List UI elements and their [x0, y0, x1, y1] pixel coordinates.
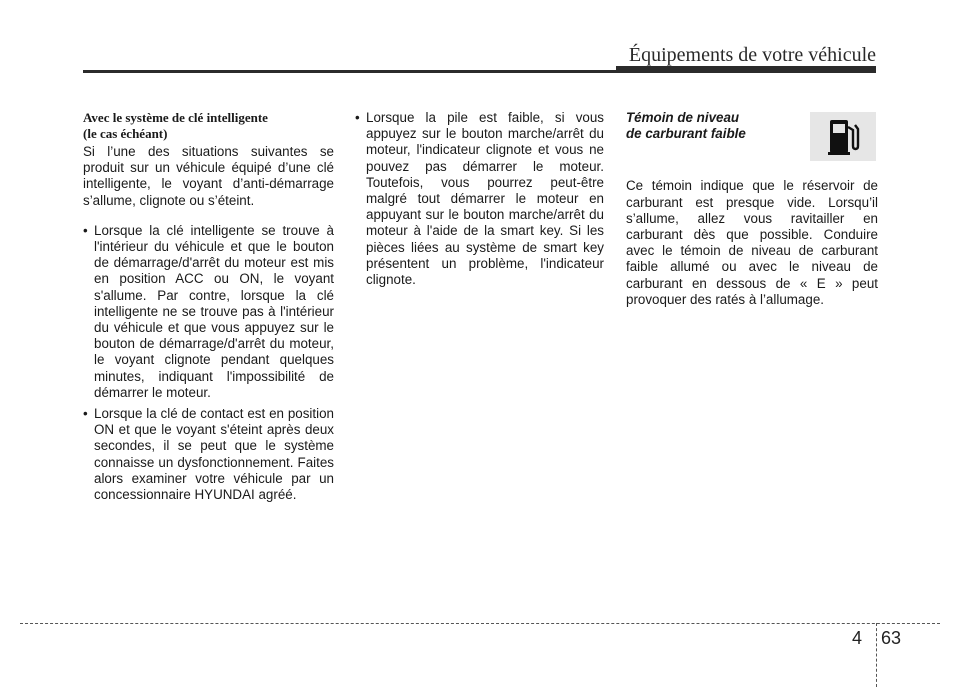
column-smart-key [83, 110, 334, 503]
smart-key-bullet-list [83, 223, 334, 503]
page-number: 63 [881, 628, 902, 648]
column-battery [355, 110, 604, 288]
bullet-item: • Lorsque la clé intelligente se trouve à l'intérieur du véhicule et que le bouton de démarrage/d'arrêt du moteur est mis en position ACC ou ON, le voyant s'allume. Par contre, lorsque la clé intelligente ne se trouve pas à l'intérieur du véhicule et que vous appuyez sur le bouton de démarrage/d'arrêt du moteur, le voyant clignote pendant quelques minutes, indiquant l'impossibilité de démarrer le moteur. [83, 223, 334, 401]
bullet-item: • Lorsque la pile est faible, si vous appuyez sur le bouton marche/arrêt du moteur, l'indicateur clignote et vous ne pouvez pas démarrer le moteur. Toutefois, vous pourrez peut-être malgré tout démarrer le moteur en appuyant sur le bouton marche/arrêt du moteur à l'aide de la smart key. Si les pièces liées au système de smart key présentent un problème, l'indicateur clignote. [355, 110, 604, 288]
smart-key-intro: Si l’une des situations suivantes se produit sur un véhicule équipé d’une clé intelligente, le voyant d’anti-démarrage s’allume, clignote ou s’éteint. [83, 144, 334, 208]
fuel-pump-icon [828, 118, 860, 156]
smart-key-heading-line2: (le cas échéant) [83, 125, 168, 141]
chapter-number: 4 [852, 628, 863, 648]
low-fuel-body: Ce témoin indique que le réservoir de carburant est presque vide. Lorsqu’il s’allume, allez vous ravitailler en carburant dès que possible. Conduire avec le témoin de niveau de carburant faible allumé ou avec le niveau de carburant en dessous de « E » peut provoquer des ratés à l’allumage. [626, 178, 878, 307]
low-fuel-heading-line1: Témoin de niveau [626, 110, 740, 125]
smart-key-heading [83, 110, 334, 141]
bullet-item: • Lorsque la clé de contact est en position ON et que le voyant s'éteint après deux secondes, il se peut que le système connaisse un dysfonctionnement. Faites alors examiner votre véhicule par un concessionnaire HYUNDAI agréé. [83, 406, 334, 503]
footer-rule [20, 623, 940, 624]
smart-key-heading-line1: Avec le système de clé intelligente [83, 110, 268, 125]
section-title: Équipements de votre véhicule [628, 44, 876, 66]
header-rule-accent [616, 66, 876, 73]
low-fuel-heading-line2: de carburant faible [626, 126, 746, 142]
battery-bullet-list [355, 110, 604, 288]
footer-divider [876, 623, 877, 687]
low-fuel-heading [626, 110, 796, 142]
low-fuel-warning-indicator [810, 112, 876, 161]
